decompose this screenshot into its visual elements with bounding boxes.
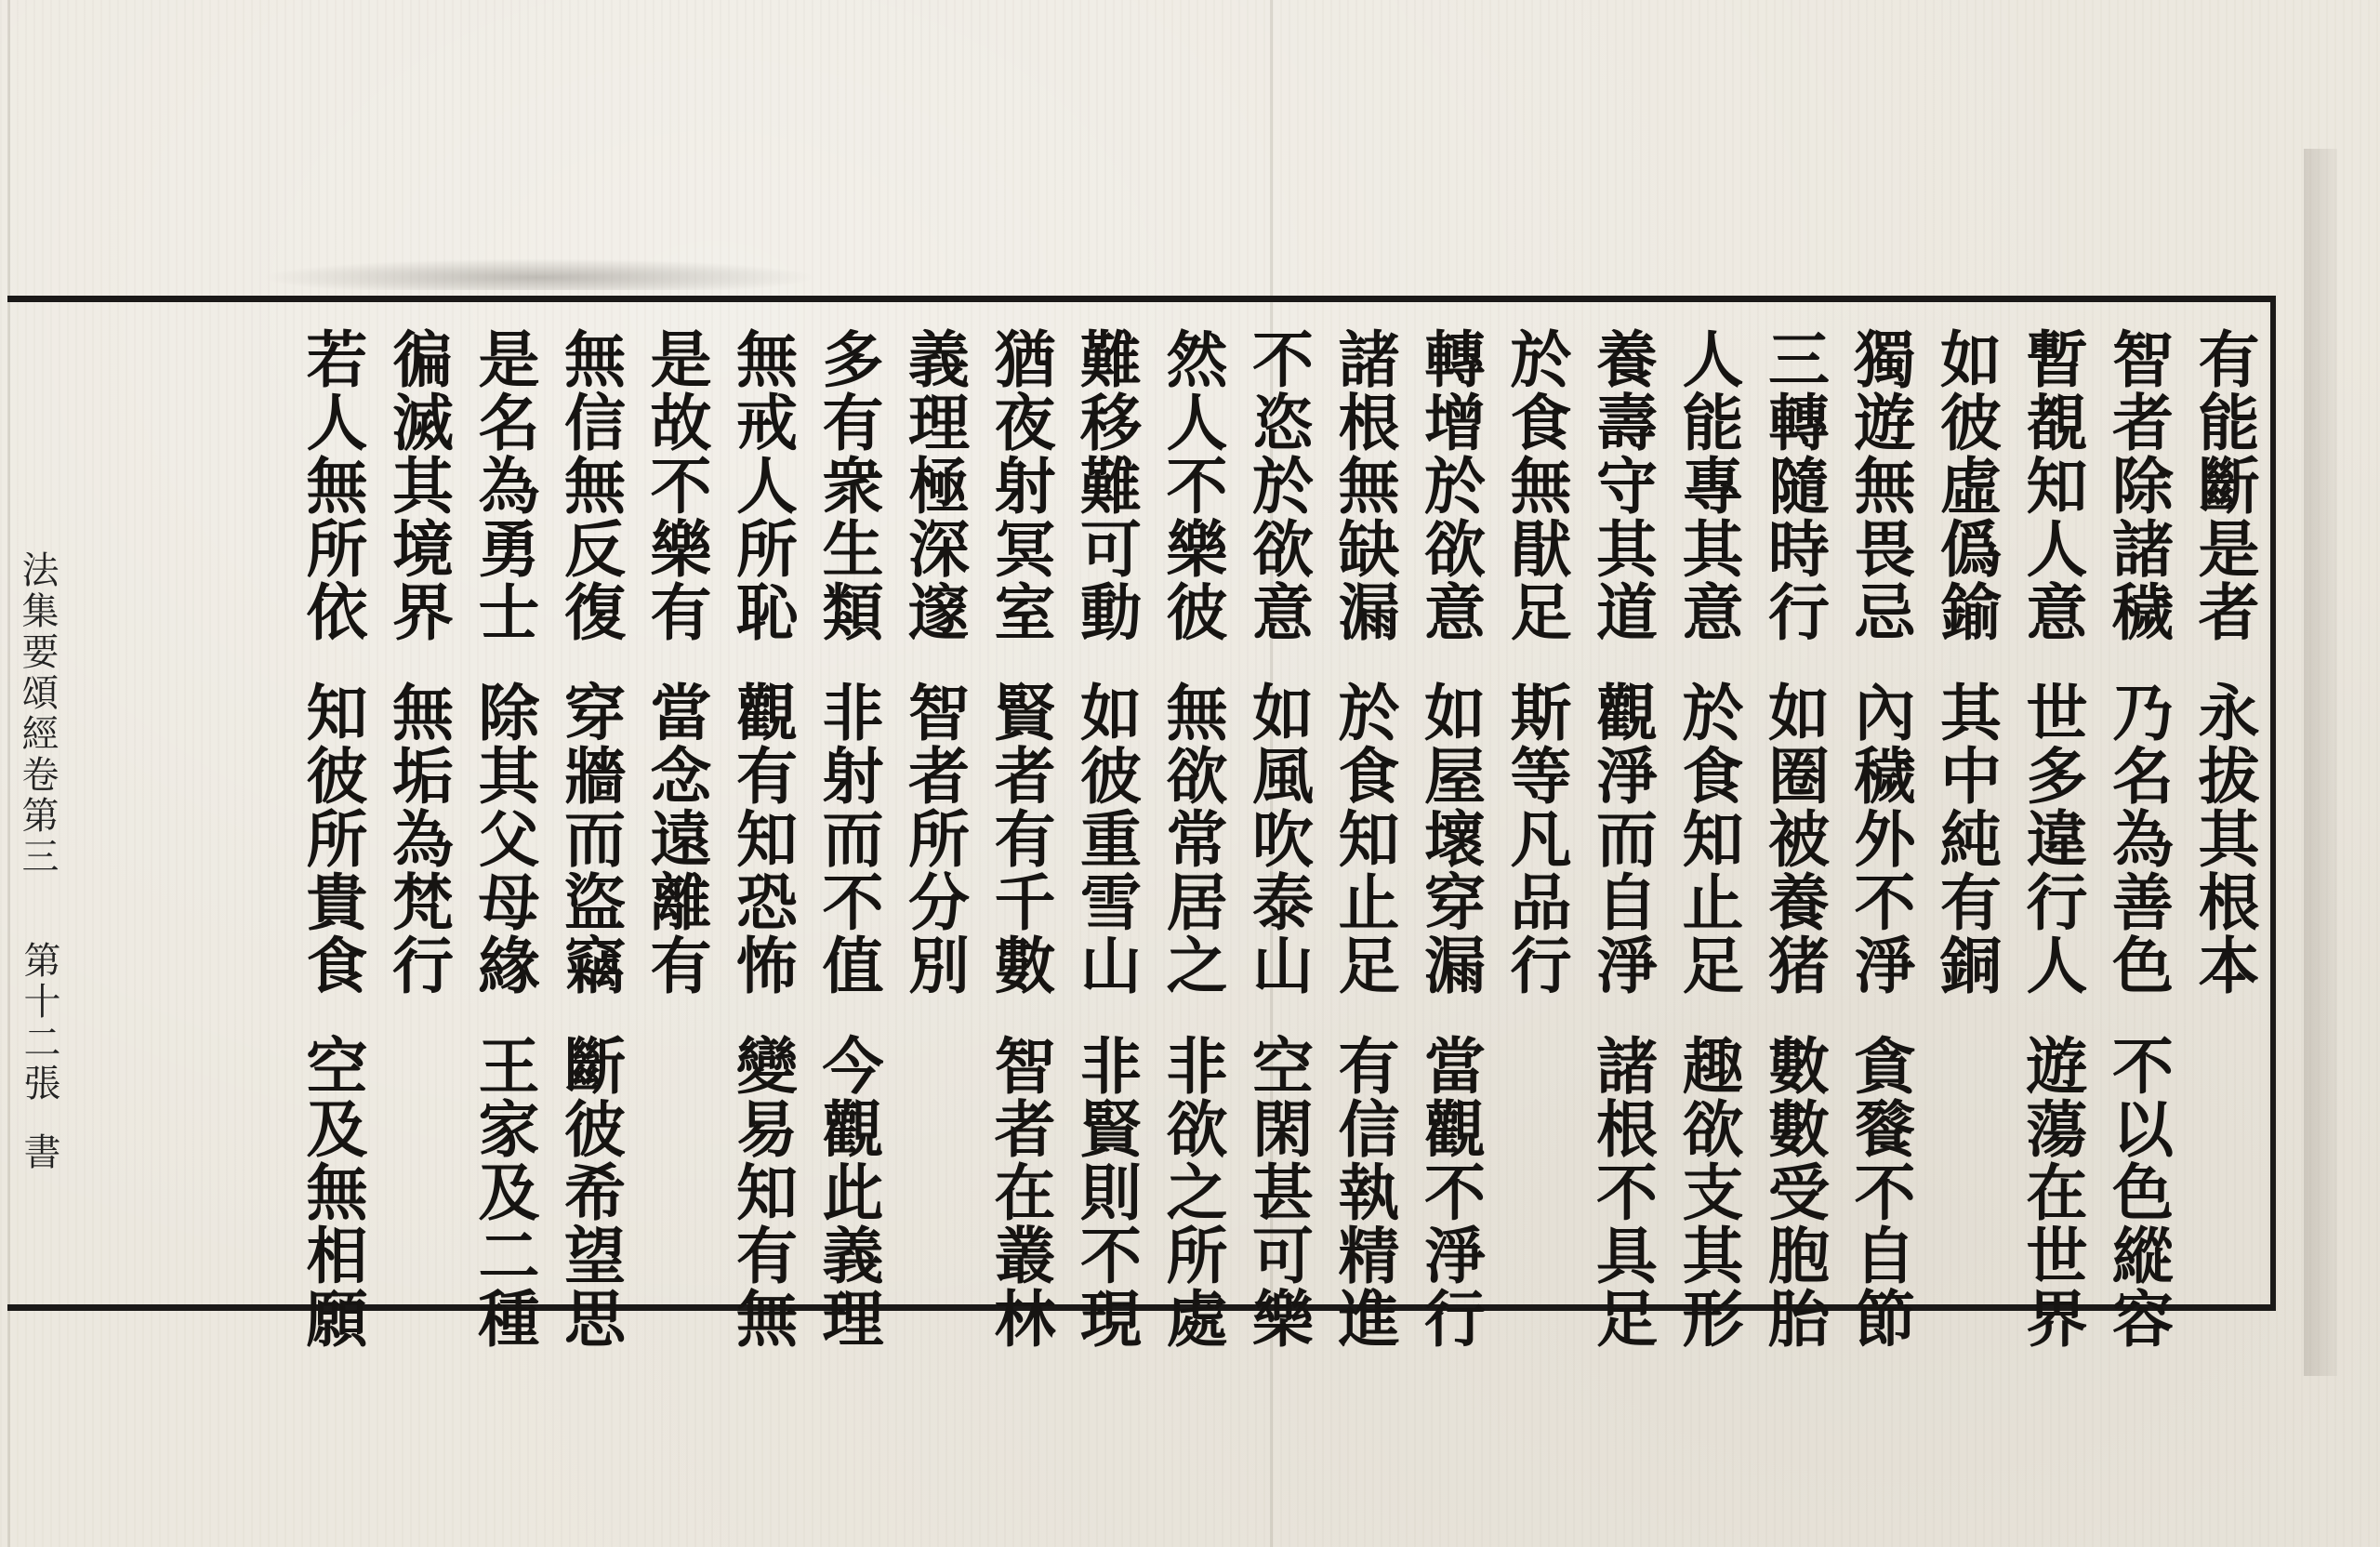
verse-line-third-part: 空閑甚可樂: [1241, 1034, 1315, 1350]
verse-line-second-half: 除其父母緣: [468, 681, 540, 997]
verse-line-second-half: 當念遠離有: [640, 681, 712, 997]
verse-line-first-half: 於食無猒足: [1500, 327, 1572, 643]
verse-line-second-half: 乃名為善色: [2101, 681, 2175, 997]
text-column: [639, 327, 713, 997]
verse-line-second-half: 非射而不值: [812, 681, 884, 997]
verse-line-first-half: 無信無反復: [553, 327, 627, 643]
verse-line-second-half: 穿牆而盜竊: [553, 681, 627, 997]
verse-line-first-half: 無戒人所恥: [725, 327, 799, 643]
text-column: [295, 327, 369, 1350]
verse-line-second-half: 內穢外不淨: [1844, 681, 1916, 997]
verse-line-first-half: 獨遊無畏忌: [1844, 327, 1916, 643]
text-column: [897, 327, 972, 997]
verse-line-first-half: 然人不樂彼: [1156, 327, 1228, 643]
verse-line-first-half: 猶夜射冥室: [984, 327, 1056, 643]
verse-line-third-part: 變易知有無: [725, 1034, 799, 1350]
text-column: [1757, 327, 1831, 1350]
verse-line-first-half: 是名為勇士: [468, 327, 540, 643]
verse-line-second-half: 斯等凡品行: [1500, 681, 1572, 997]
text-column: [1241, 327, 1316, 1350]
verse-line-first-half: 暫覩知人意: [2016, 327, 2088, 643]
verse-line-third-part: 不以色縱容: [2101, 1034, 2175, 1350]
verse-line-third-part: 有信執精進: [1328, 1034, 1400, 1350]
verse-line-first-half: 徧滅其境界: [381, 327, 455, 643]
verse-line-first-half: 是故不樂有: [640, 327, 712, 643]
margin-mark: 書: [18, 1132, 60, 1173]
text-column: [1585, 327, 1659, 1350]
text-column: [1671, 327, 1745, 1350]
verse-line-second-half: 智者所分別: [897, 681, 971, 997]
text-column: [1499, 327, 1573, 997]
verse-line-first-half: 多有衆生類: [812, 327, 884, 643]
verse-line-third-part: 當觀不淨行: [1413, 1034, 1487, 1350]
text-column: [553, 327, 628, 1350]
text-column: [1069, 327, 1144, 1350]
text-column: [1155, 327, 1229, 1350]
verse-line-third-part: 空及無相願: [296, 1034, 368, 1350]
text-column: [983, 327, 1057, 1350]
verse-line-second-half: 於食知止足: [1672, 681, 1744, 997]
verse-line-second-half: 於食知止足: [1328, 681, 1400, 997]
verse-line-third-part: 貪餮不自節: [1844, 1034, 1916, 1350]
verse-line-second-half: 其中純有銅: [1929, 681, 2003, 997]
verse-line-third-part: 今觀此義理: [812, 1034, 884, 1350]
text-column: [2187, 327, 2261, 997]
text-column: [1929, 327, 2003, 997]
verse-line-second-half: 知彼所貴食: [296, 681, 368, 997]
verse-line-second-half: 如圈被養猪: [1757, 681, 1831, 997]
text-column: [1413, 327, 1488, 1350]
verse-line-third-part: 智者在叢林: [984, 1034, 1056, 1350]
text-column: [381, 327, 456, 997]
verse-line-second-half: 永拔其根本: [2188, 681, 2260, 997]
page-right-edge-shadow: [2304, 149, 2337, 1376]
verse-line-second-half: 如屋壞穿漏: [1413, 681, 1487, 997]
text-column: [2015, 327, 2089, 1350]
verse-line-third-part: 遊蕩在世界: [2016, 1034, 2088, 1350]
leaf-number-margin: 第十二張: [18, 941, 60, 1104]
verse-line-first-half: 轉增於欲意: [1413, 327, 1487, 643]
verse-line-first-half: 智者除諸穢: [2101, 327, 2175, 643]
verse-line-second-half: 世多違行人: [2016, 681, 2088, 997]
verse-line-first-half: 不恣於欲意: [1241, 327, 1315, 643]
verse-line-first-half: 如彼虛僞鍮: [1929, 327, 2003, 643]
verse-line-third-part: 諸根不具足: [1585, 1034, 1659, 1350]
verse-line-first-half: 諸根無缺漏: [1328, 327, 1400, 643]
verse-line-first-half: 若人無所依: [296, 327, 368, 643]
verse-line-third-part: 斷彼希望思: [553, 1034, 627, 1350]
verse-line-third-part: 非賢則不現: [1069, 1034, 1143, 1350]
verse-line-second-half: 無垢為梵行: [381, 681, 455, 997]
verse-line-third-part: 數數受胞胎: [1757, 1034, 1831, 1350]
verse-line-first-half: 三轉隨時行: [1757, 327, 1831, 643]
verse-line-first-half: 義理極深邃: [897, 327, 971, 643]
verse-line-second-half: 觀淨而自淨: [1585, 681, 1659, 997]
sutra-title-margin: 法集要頌經卷第三: [16, 550, 59, 878]
verse-line-third-part: 王家及二種: [468, 1034, 540, 1350]
verse-line-first-half: 有能斷是者: [2188, 327, 2260, 643]
text-column: [1327, 327, 1401, 1350]
verse-line-first-half: 人能專其意: [1672, 327, 1744, 643]
verse-line-second-half: 無欲常居之: [1156, 681, 1228, 997]
text-column: [1843, 327, 1917, 1350]
ink-smudge: [260, 258, 818, 290]
verse-line-second-half: 賢者有千數: [984, 681, 1056, 997]
verse-line-second-half: 如彼重雪山: [1069, 681, 1143, 997]
text-column: [811, 327, 885, 1350]
verse-line-second-half: 觀有知恐怖: [725, 681, 799, 997]
verse-line-first-half: 養壽守其道: [1585, 327, 1659, 643]
text-column: [467, 327, 541, 1350]
verse-line-second-half: 如風吹泰山: [1241, 681, 1315, 997]
verse-line-third-part: 趣欲支其形: [1672, 1034, 1744, 1350]
text-column: [725, 327, 800, 1350]
verse-line-first-half: 難移難可動: [1069, 327, 1143, 643]
verse-line-third-part: 非欲之所處: [1156, 1034, 1228, 1350]
text-column: [2101, 327, 2175, 1350]
